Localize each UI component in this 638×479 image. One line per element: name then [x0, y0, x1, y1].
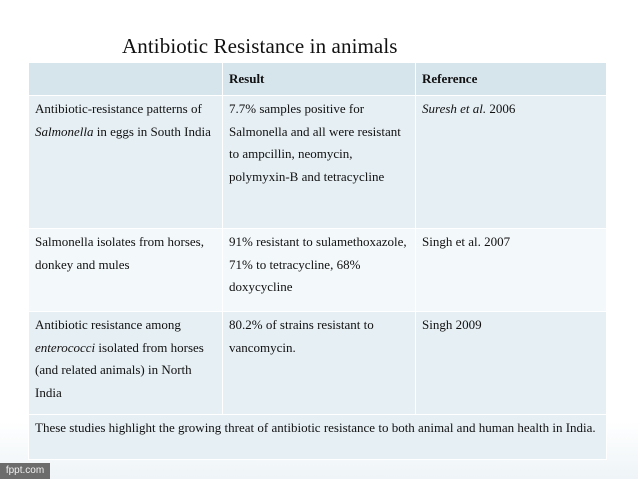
reference-text: Singh 2009	[422, 317, 482, 332]
result-cell: 91% resistant to sulamethoxazole, 71% to tetracycline, 68% doxycycline	[223, 229, 416, 312]
study-text-end: in eggs in South India	[93, 123, 211, 139]
header-reference: Reference	[416, 63, 607, 96]
table-footer-row	[29, 415, 607, 460]
study-cell	[29, 229, 223, 312]
header-study	[29, 63, 223, 96]
reference-cell	[416, 312, 607, 415]
study-cell	[29, 312, 223, 415]
study-italic: enterococci	[35, 339, 96, 355]
study-text: Salmonella isolates from horses, donkey and mules	[35, 234, 204, 272]
reference-text: Singh et al. 2007	[422, 234, 511, 249]
reference-italic: Suresh et al.	[422, 101, 487, 116]
study-cell	[29, 96, 223, 229]
footer-note: These studies highlight the growing threat of antibiotic resistance to both animal and human health in India.	[29, 415, 607, 460]
reference-text: 2006	[486, 101, 516, 116]
study-text-end: isolated from horses (and related animals) in North India	[35, 339, 204, 400]
result-cell: 80.2% of strains resistant to vancomycin.	[223, 312, 416, 415]
table-header-row	[29, 63, 607, 96]
fppt-watermark: fppt.com	[0, 463, 50, 479]
reference-cell	[416, 96, 607, 229]
table-row	[29, 229, 607, 312]
results-table	[28, 62, 607, 460]
header-result: Result	[223, 63, 416, 96]
study-text: Antibiotic resistance among	[35, 317, 181, 332]
reference-cell	[416, 229, 607, 312]
study-italic: Salmonella	[35, 123, 94, 139]
table-row	[29, 96, 607, 229]
result-cell: 7.7% samples positive for Salmonella and all were resistant to ampcillin, neomycin, polymyxin-B and tetracycline	[223, 96, 416, 229]
study-text: Antibiotic-resistance patterns of	[35, 101, 202, 116]
slide-title: Antibiotic Resistance in animals	[122, 34, 398, 58]
table-row	[29, 312, 607, 415]
